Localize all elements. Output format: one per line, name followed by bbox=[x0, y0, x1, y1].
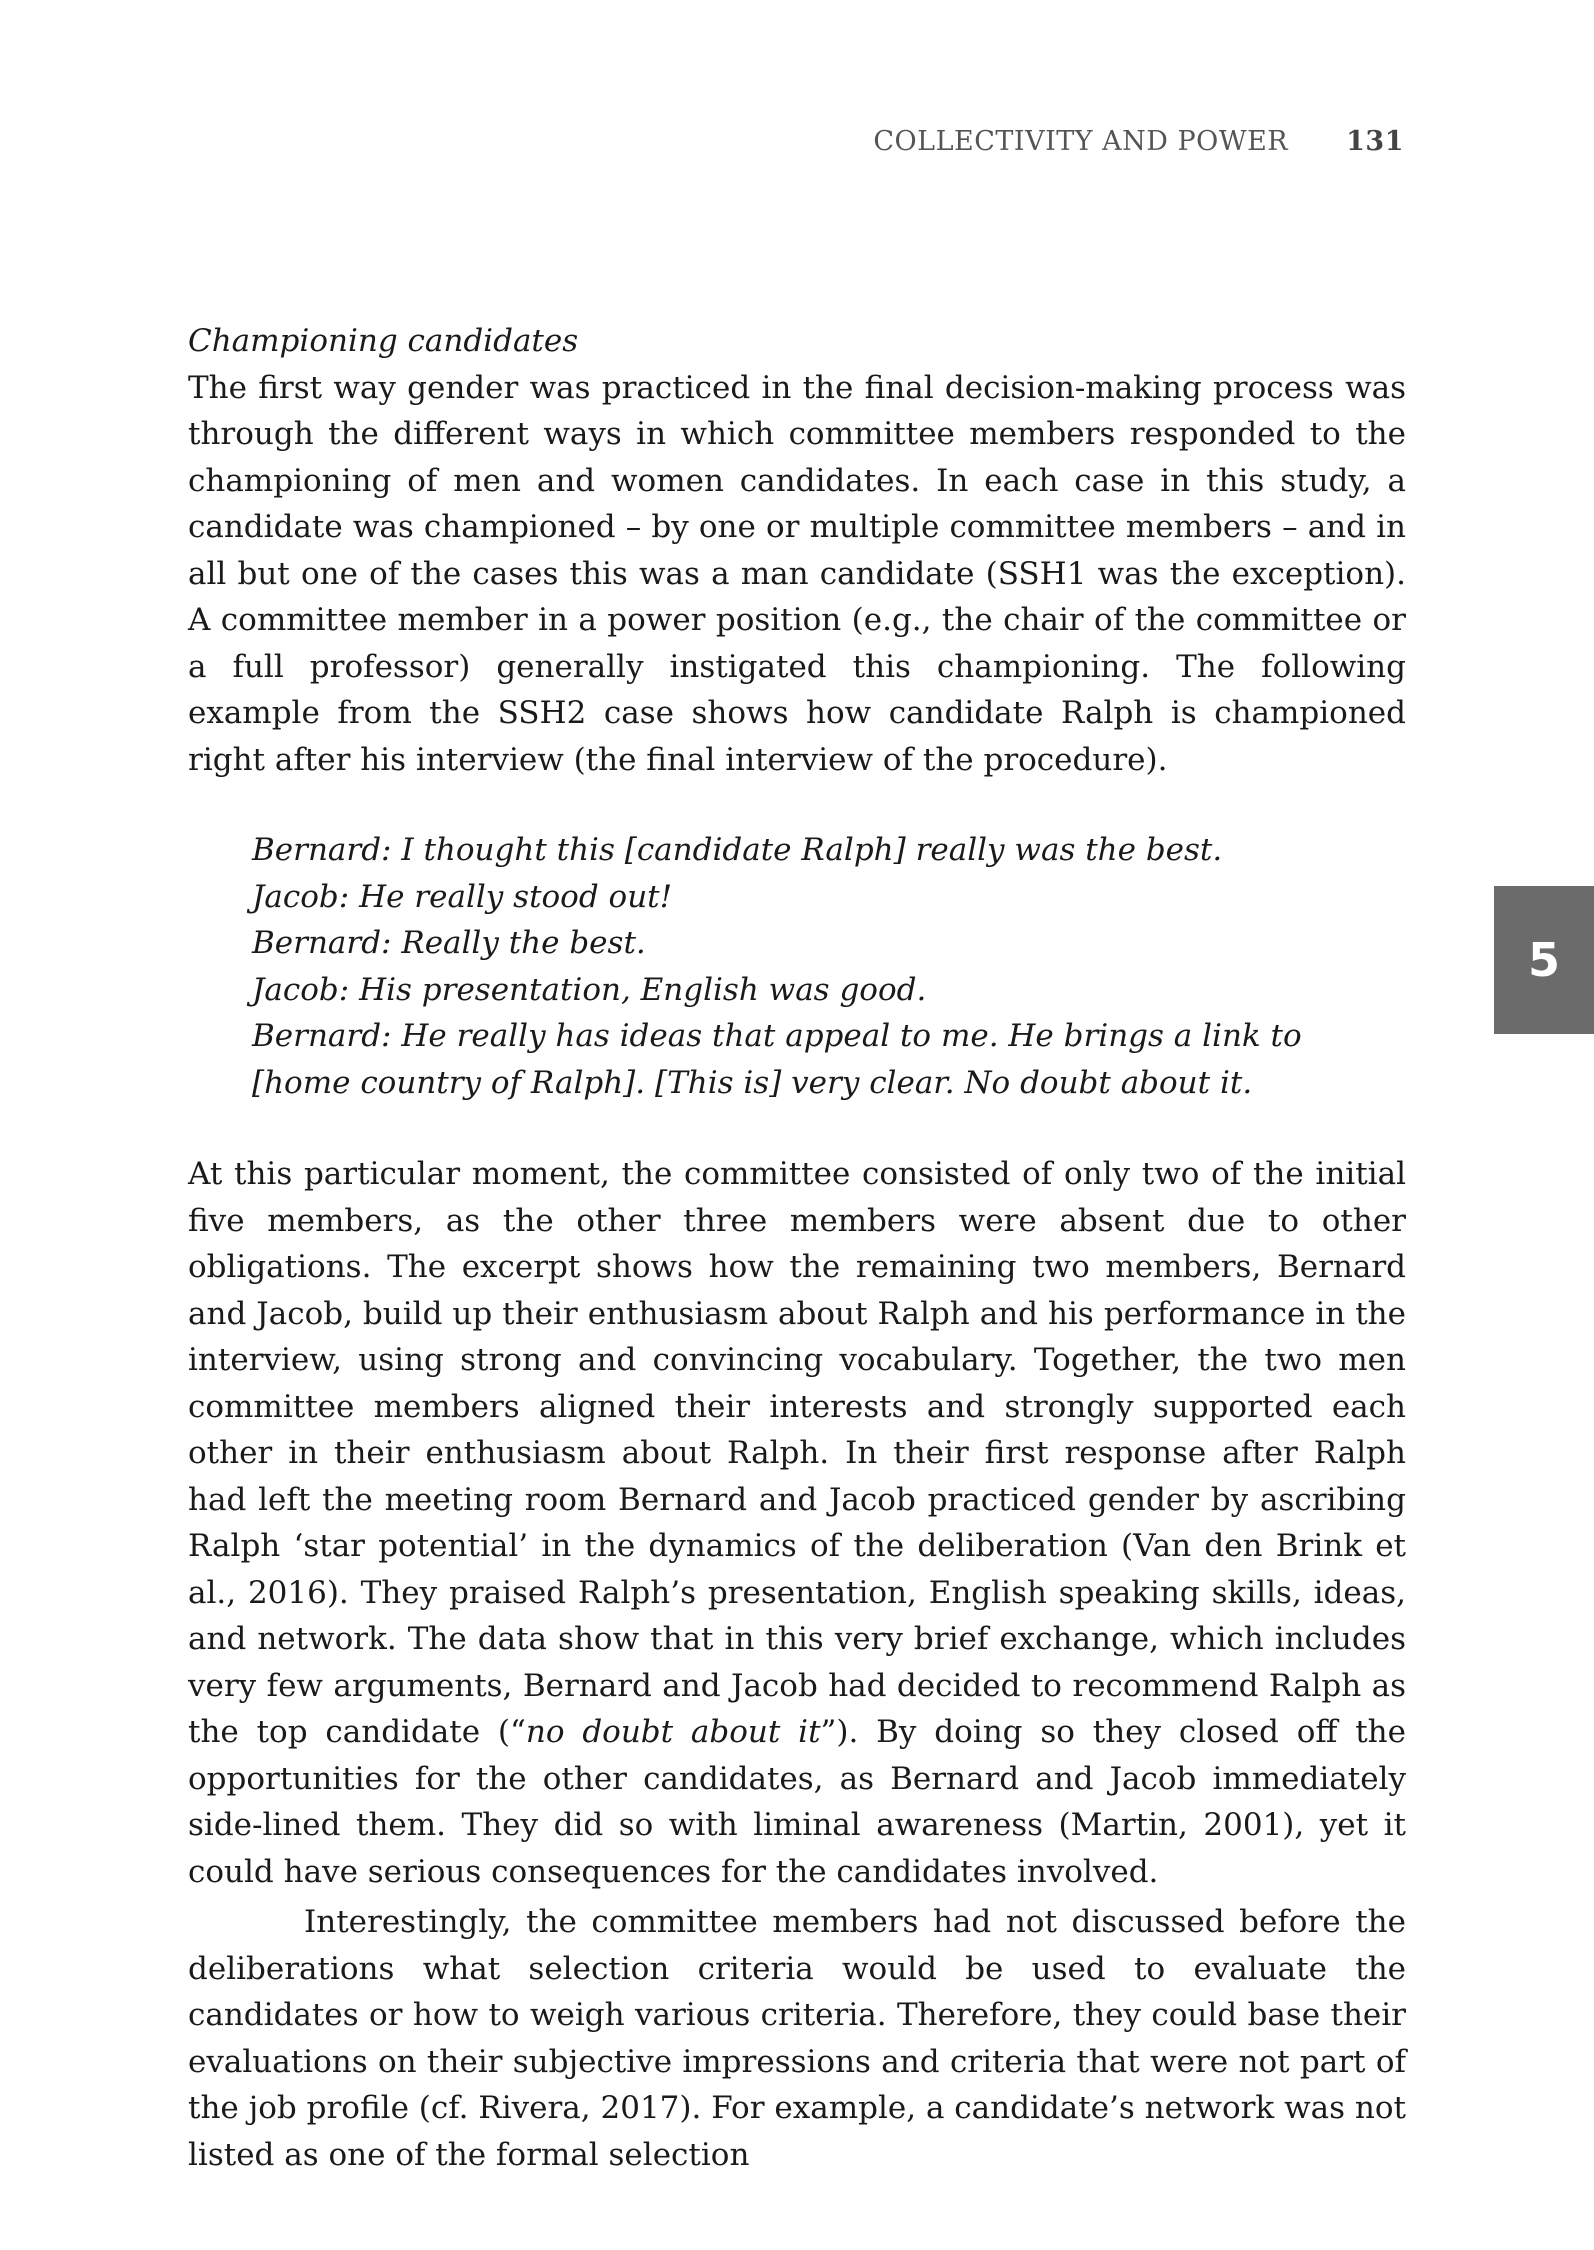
paragraph-2-italic: no doubt about it bbox=[525, 1714, 821, 1750]
quote-line: Bernard: I thought this [candidate Ralph] really was the best. bbox=[252, 832, 1223, 868]
page-body bbox=[188, 318, 1406, 2178]
paragraph-2 bbox=[188, 1151, 1406, 1895]
quote-line: Bernard: He really has ideas that appeal to me. He brings a link to [home country of Ralph]. [This is] very clear. No doubt about it. bbox=[252, 1018, 1302, 1101]
paragraph-1: The first way gender was practiced in the final decision-making process was through the different ways in which committee members responded to the championing of men and women candidates. In each case in this study, a candidate was championed – by one or multiple committee members – and in all but one of the cases this was a man candidate (SSH1 was the exception). A committee member in a power position (e.g., the chair of the committee or a full professor) generally instigated this championing. The following example from the SSH2 case shows how candidate Ralph is championed right after his interview (the final interview of the procedure). bbox=[188, 369, 1406, 778]
interview-excerpt bbox=[252, 827, 1406, 1106]
paragraph-2-part-1: At this particular moment, the committee consisted of only two of the initial five members, as the other three members were absent due to other obligations. The excerpt shows how the remaining two members, Bernard and Jacob, build up their enthusiasm about Ralph and his performance in the interview, using strong and convincing vocabulary. Together, the two men committee members aligned their interests and strongly supported each other in their enthusiasm about Ralph. In their first response after Ralph had left the meeting room Bernard and Jacob practiced gender by ascribing Ralph ‘star potential’ in the dynamics of the deliberation (Van den Brink et al., 2016). They praised Ralph’s presentation, English speaking skills, ideas, and network. The data show that in this very brief exchange, which includes very few arguments, Bernard and Jacob had decided to recommend Ralph as the top candidate (“ bbox=[188, 1156, 1406, 1750]
paragraph-3: Interestingly, the committee members had not discussed before the deliberations what selection criteria would be used to evaluate the candidates or how to weigh various criteria. Therefore, they could base their evaluations on their subjective impressions and criteria that were not part of the job profile (cf. Rivera, 2017). For example, a candidate’s network was not listed as one of the formal selection bbox=[188, 1904, 1406, 2173]
section-heading: Championing candidates bbox=[188, 323, 579, 359]
paragraph-2-part-2: ”). By doing so they closed off the opportunities for the other candidates, as Bernard and Jacob immediately side-lined them. They did so with liminal awareness (Martin, 2001), yet it could have serious consequences for the candidates involved. bbox=[188, 1714, 1406, 1890]
quote-line: Jacob: He really stood out! bbox=[252, 878, 673, 915]
quote-line: Jacob: His presentation, English was good. bbox=[252, 971, 927, 1008]
page-number: 131 bbox=[1346, 126, 1404, 157]
quote-line: Bernard: Really the best. bbox=[252, 925, 646, 961]
chapter-tab: 5 bbox=[1494, 886, 1594, 1034]
running-title: COLLECTIVITY AND POWER bbox=[873, 126, 1289, 157]
running-head bbox=[873, 126, 1404, 157]
